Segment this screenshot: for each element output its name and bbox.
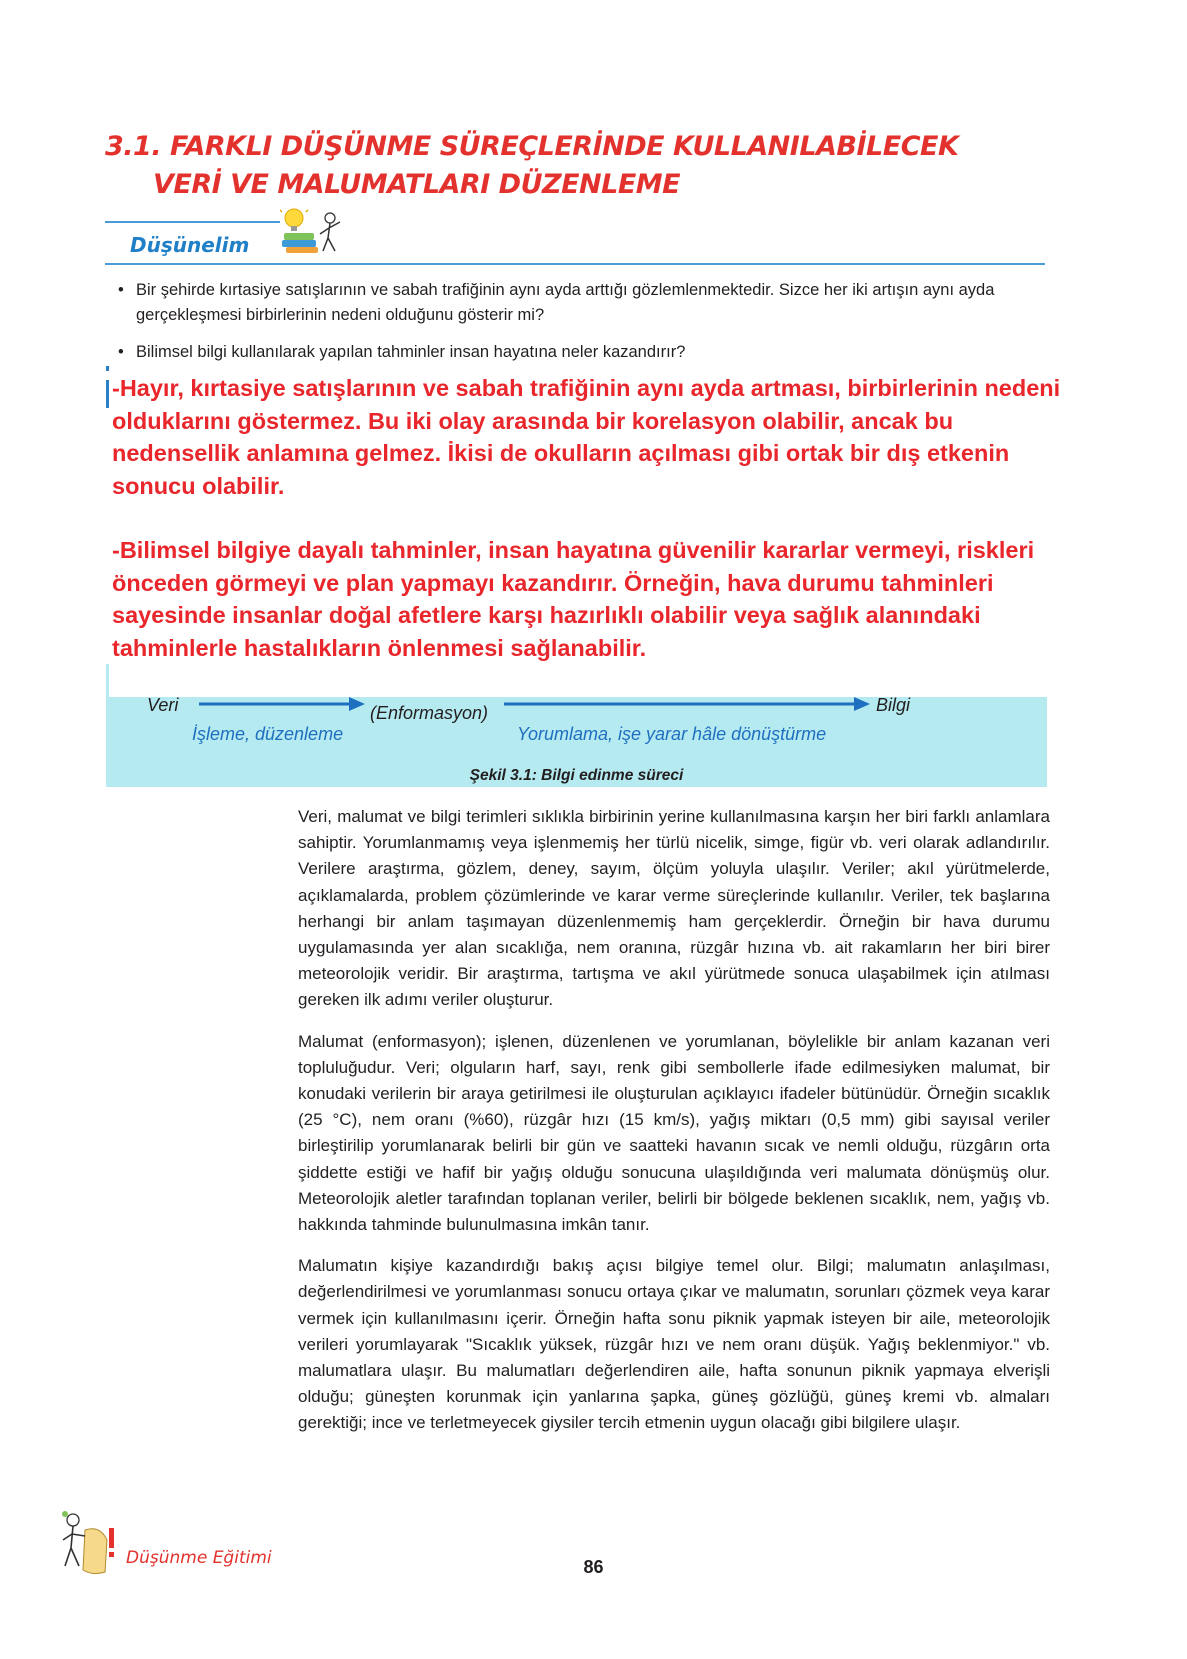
answer-2: -Bilimsel bilgiye dayalı tahminler, insan hayatına güvenilir kararlar vermeyi, riskleri önceden görmeyi ve plan yapmayı kazandırır. Örneğin, hava durumu tahminleri sayesinde insanlar doğal afetlere karşı hazırlıklı olabilir veya sağlık alanındaki tahminlerle hastalıkların önlenmesi sağlanabilir.	[112, 537, 1035, 661]
figure-caption: Şekil 3.1: Bilgi edinme süreci	[469, 767, 684, 784]
think-box-top-rule	[105, 221, 280, 223]
think-box-label: Düşünelim	[130, 233, 250, 257]
answer-1: -Hayır, kırtasiye satışlarının ve sabah trafiğinin aynı ayda artması, birbirlerinin nedeni olduklarını göstermez. Bu iki olay arasında bir korelasyon olabilir, ancak bu nedensellik anlamına gelmez. İkisi de okulların açılması gibi ortak bir dış etkenin sonucu olabilir.	[112, 375, 1061, 499]
figure-start-label: Veri	[147, 695, 179, 715]
paragraph: Malumatın kişiye kazandırdığı bakış açısı bilgiye temel olur. Bilgi; malumatın anlaşılması, değerlendirilmesi ve yorumlanması sonucu ortaya çıkar ve malumatın, sorunları çözmek veya karar vermek için kullanılmasını içerir. Örneğin hafta sonu piknik yapmak isteyen bir aile, meteorolojik verileri yorumlayarak "Sıcaklık yüksek, rüzgâr hızı ve nem oranı düşük. Yağış beklenmiyor." vb. malumatlara ulaşır. Bu malumatları değerlendiren aile, hafta sonunun piknik yapmaya elverişli olduğu; güneşten korunmak için yanlarına şapka, güneş gözlüğü, güneş kremi vb. almaları gerektiği; ince ve terletmeyecek giysiler tercih etmenin uygun olacağı gibi bilgilere ulaşır.	[298, 1256, 1050, 1433]
think-box-bottom-rule	[105, 263, 1045, 265]
section-number: 3.1.	[105, 131, 162, 162]
lightbulb-reading-figure-icon	[280, 206, 350, 261]
handwritten-answers	[112, 372, 1072, 664]
figure-step1-label: İşleme, düzenleme	[192, 724, 344, 744]
figure-step2-label: Yorumlama, işe yarar hâle dönüştürme	[517, 724, 827, 744]
section-title	[105, 128, 958, 204]
figure-marker	[106, 664, 109, 697]
question-list	[118, 278, 1048, 377]
paragraph: Veri, malumat ve bilgi terimleri sıklıkla birbirinin yerine kullanılmasına karşın her biri farklı anlamlara sahiptir. Yorumlanmamış veya işlenmemiş her türlü nicelik, simge, figür vb. veri olarak adlandırılır. Verilere araştırma, gözlem, deney, sayım, ölçüm yoluyla ulaşılır. Veriler; akıl yürütmelerde, açıklamalarda, problem çözümlerinde ve karar verme süreçlerinde kullanılır. Veriler, tek başlarına herhangi bir anlam taşımayan düzenlenmemiş ham gerçeklerdir. Örneğin bir hava durumu uygulamasında yer alan sıcaklığa, nem oranına, rüzgâr hızına vb. ait rakamların her biri birer meteorolojik veridir. Bir araştırma, tartışma ve akıl yürütmede sonuca ulaşabilmek için atılması gereken ilk adımı veriler oluşturur.	[298, 807, 1050, 1010]
paragraph: Malumat (enformasyon); işlenen, düzenlenen ve yorumlanan, böylelikle bir anlam kazanan veri topluluğudur. Veri; olguların harf, sayı, renk gibi sembollerle ifade edilmesiyken malumat, bir konudaki verilerin bir araya getirilmesi ile oluşturulan açıklayıcı ifadeler bütünüdür. Örneğin sıcaklık (25 °C), nem oranı (%60), rüzgâr hızı (15 km/s), yağış miktarı (0,5 mm) gibi sayısal veriler birleştirilip yorumlanarak belirli bir gün ve saatteki havanın sıcak ve nemli olduğu, rüzgârın orta şiddette estiği ve hafif bir yağış olduğu sonucuna ulaşıldığında veri malumata dönüşmüş olur. Meteorolojik aletler tarafından toplanan veriler, belirli bir bölgede beklenen sıcaklık, nem, yağış vb. hakkında tahminde bulunulmasına imkân tanır.	[298, 1031, 1050, 1235]
figure-end-label: Bilgi	[876, 695, 911, 715]
arrow-right-icon	[504, 695, 870, 713]
arrow-right-icon	[199, 695, 365, 713]
question-item: • Bir şehirde kırtasiye satışlarının ve sabah trafiğinin aynı ayda arttığı gözlemlenmektedir. Sizce her iki artışın aynı ayda gerçekleşmesi birbirlerinin nedeni olduğunu gösterir mi?	[118, 278, 1048, 328]
section-title-line1: FARKLI DÜŞÜNME SÜREÇLERİNDE KULLANILABİLECEK	[170, 131, 959, 162]
answer-marker	[106, 380, 109, 408]
page-number: 86	[583, 1557, 604, 1577]
figure-information-process	[106, 697, 1047, 787]
figure-middle-label: (Enformasyon)	[370, 703, 489, 723]
section-title-line2: VERİ VE MALUMATLARI DÜZENLEME	[153, 169, 681, 200]
answer-marker	[106, 366, 109, 371]
body-text	[298, 804, 1050, 1452]
question-item: • Bilimsel bilgi kullanılarak yapılan tahminler insan hayatına neler kazandırır?	[118, 340, 1048, 365]
footer-book-title: Düşünme Eğitimi	[126, 1548, 272, 1568]
